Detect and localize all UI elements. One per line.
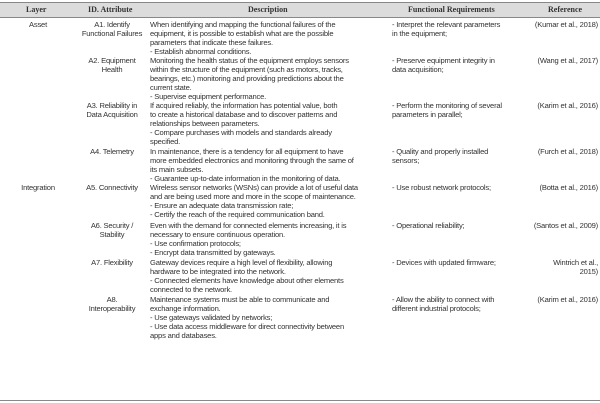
- layer-cell: Asset: [29, 20, 47, 29]
- header-attribute: ID. Attribute: [88, 5, 133, 14]
- description-cell-line: When identifying and mapping the functional failures of the: [150, 20, 336, 29]
- description-cell-line: - Compare purchases with models and standards already: [150, 128, 332, 137]
- reference-cell: [522, 258, 598, 276]
- description-cell-line: - Ensure an adequate data transmission rate;: [150, 201, 294, 210]
- description-cell-line: - Use data access middleware for direct connectivity between: [150, 322, 344, 331]
- attribute-cell: [76, 295, 148, 313]
- description-cell-line: Even with the demand for connected elements increasing, it is: [150, 221, 347, 230]
- description-cell-line: If acquired reliably, the information has potential value, both: [150, 101, 338, 110]
- reference-cell-line: (Karim et al., 2016): [537, 295, 598, 304]
- description-cell: [150, 147, 388, 183]
- reference-cell: [522, 56, 598, 65]
- reference-cell-line: (Santos et al., 2009): [533, 221, 598, 230]
- description-cell-line: parameters that indicate these failures.: [150, 38, 273, 47]
- attribute-cell-line: Functional Failures: [81, 29, 143, 38]
- description-cell-line: and are being used more and more in the scope of maintenance.: [150, 192, 356, 201]
- requirements-cell-line: different industrial protocols;: [392, 304, 481, 313]
- description-cell-line: Wireless sensor networks (WSNs) can provide a lot of useful data: [150, 183, 358, 192]
- requirements-cell: [392, 20, 520, 38]
- description-cell-line: hardware to be integrated into the network.: [150, 267, 286, 276]
- reference-cell-line: (Botta et al., 2016): [539, 183, 598, 192]
- description-cell-line: - Guarantee up-to-date information in the monitoring of data.: [150, 174, 341, 183]
- requirements-cell: [392, 221, 520, 230]
- description-cell-line: - Encrypt data transmitted by gateways.: [150, 248, 276, 257]
- description-cell-line: - Use confirmation protocols;: [150, 239, 241, 248]
- requirements-cell: [392, 183, 520, 192]
- description-cell-line: - Use gateways validated by networks;: [150, 313, 273, 322]
- reference-cell-line: (Kumar et al., 2018): [534, 20, 598, 29]
- description-cell: [150, 221, 388, 257]
- attribute-cell: [76, 147, 148, 156]
- description-cell-line: - Supervise equipment performance.: [150, 92, 267, 101]
- requirements-cell-line: data acquisition;: [392, 65, 444, 74]
- requirements-cell-line: - Use robust network protocols;: [392, 183, 491, 192]
- requirements-cell-line: - Preserve equipment integrity in: [392, 56, 495, 65]
- requirements-cell: [392, 258, 520, 267]
- table-header: [0, 2, 600, 18]
- attribute-cell: [76, 183, 148, 192]
- attribute-cell-line: A2. Equipment: [88, 56, 136, 65]
- requirements-cell-line: in the equipment;: [392, 29, 447, 38]
- attribute-cell-line: Health: [101, 65, 123, 74]
- description-cell: [150, 20, 388, 56]
- description-cell-line: exchange information.: [150, 304, 221, 313]
- description-cell: [150, 258, 388, 294]
- attribute-cell-line: A8.: [106, 295, 118, 304]
- attribute-cell-line: A4. Telemetry: [90, 147, 134, 156]
- reference-cell-line: 2015): [579, 267, 598, 276]
- requirements-cell-line: parameters in parallel;: [392, 110, 463, 119]
- description-cell: [150, 295, 388, 340]
- requirements-cell: [392, 101, 520, 119]
- description-cell-line: Gateway devices require a high level of flexibility, allowing: [150, 258, 333, 267]
- attribute-cell-line: A6. Security /: [90, 221, 134, 230]
- attribute-cell-line: Data Acquisition: [86, 110, 138, 119]
- reference-cell: [522, 20, 598, 29]
- attribute-cell-line: A1. Identify: [94, 20, 130, 29]
- attribute-cell: [76, 20, 148, 38]
- description-cell-line: more embedded electronics and monitoring through the same of: [150, 156, 354, 165]
- attribute-cell: [76, 221, 148, 239]
- requirements-cell-line: - Devices with updated firmware;: [392, 258, 496, 267]
- attribute-cell-line: Interoperability: [88, 304, 136, 313]
- requirements-cell: [392, 56, 520, 74]
- description-cell-line: In maintenance, there is a tendency for all equipment to have: [150, 147, 344, 156]
- requirements-cell-line: sensors;: [392, 156, 420, 165]
- attribute-cell-line: A3. Reliability in: [86, 101, 138, 110]
- description-cell-line: connected to the network.: [150, 285, 232, 294]
- description-cell: [150, 183, 388, 219]
- reference-cell: [522, 101, 598, 110]
- attribute-cell: [76, 56, 148, 74]
- reference-cell-line: (Karim et al., 2016): [537, 101, 598, 110]
- requirements-cell-line: - Operational reliability;: [392, 221, 465, 230]
- attribute-cell: [76, 258, 148, 267]
- description-cell-line: current state.: [150, 83, 192, 92]
- reference-cell-line: (Wang et al., 2017): [537, 56, 598, 65]
- description-cell-line: - Establish abnormal conditions.: [150, 47, 252, 56]
- layer-cell: Integration: [21, 183, 55, 192]
- attribute-cell-line: A5. Connectivity: [86, 183, 138, 192]
- description-cell-line: apps and databases.: [150, 331, 217, 340]
- description-cell-line: - Certify the reach of the required communication band.: [150, 210, 325, 219]
- reference-cell-line: Wintrich et al.,: [553, 258, 598, 267]
- requirements-cell: [392, 147, 520, 165]
- description-cell-line: bearings, etc.) monitoring and providing predictions about the: [150, 74, 344, 83]
- reference-cell: [522, 183, 598, 192]
- description-cell-line: its main subsets.: [150, 165, 204, 174]
- description-cell-line: Maintenance systems must be able to communicate and: [150, 295, 330, 304]
- description-cell-line: specified.: [150, 137, 181, 146]
- requirements-cell-line: - Quality and properly installed: [392, 147, 489, 156]
- requirements-cell-line: - Perform the monitoring of several: [392, 101, 502, 110]
- requirements-cell-line: - Interpret the relevant parameters: [392, 20, 501, 29]
- reference-cell: [522, 147, 598, 156]
- description-cell-line: necessary to ensure continuous operation.: [150, 230, 285, 239]
- table-bottom-rule: [0, 400, 600, 401]
- header-reference: Reference: [548, 5, 583, 14]
- description-cell-line: Monitoring the health status of the equipment employs sensors: [150, 56, 349, 65]
- description-cell-line: - Connected elements have knowledge about other elements: [150, 276, 344, 285]
- description-cell-line: within the structure of the equipment (such as motors, tracks,: [150, 65, 343, 74]
- requirements-cell-line: - Allow the ability to connect with: [392, 295, 495, 304]
- attribute-cell-line: Stability: [99, 230, 125, 239]
- header-layer: Layer: [26, 5, 47, 14]
- attribute-cell: [76, 101, 148, 119]
- reference-cell: [522, 221, 598, 230]
- description-cell-line: relationships between parameters.: [150, 119, 260, 128]
- reference-cell: [522, 295, 598, 304]
- requirements-cell: [392, 295, 520, 313]
- reference-cell-line: (Furch et al., 2018): [537, 147, 598, 156]
- attribute-cell-line: A7. Flexibility: [91, 258, 133, 267]
- description-cell: [150, 56, 388, 101]
- description-cell: [150, 101, 388, 146]
- header-requirements: Functional Requirements: [408, 5, 495, 14]
- header-description: Description: [248, 5, 288, 14]
- description-cell-line: equipment, it is possible to establish what are the possible: [150, 29, 334, 38]
- description-cell-line: to create a historical database and to discover patterns and: [150, 110, 338, 119]
